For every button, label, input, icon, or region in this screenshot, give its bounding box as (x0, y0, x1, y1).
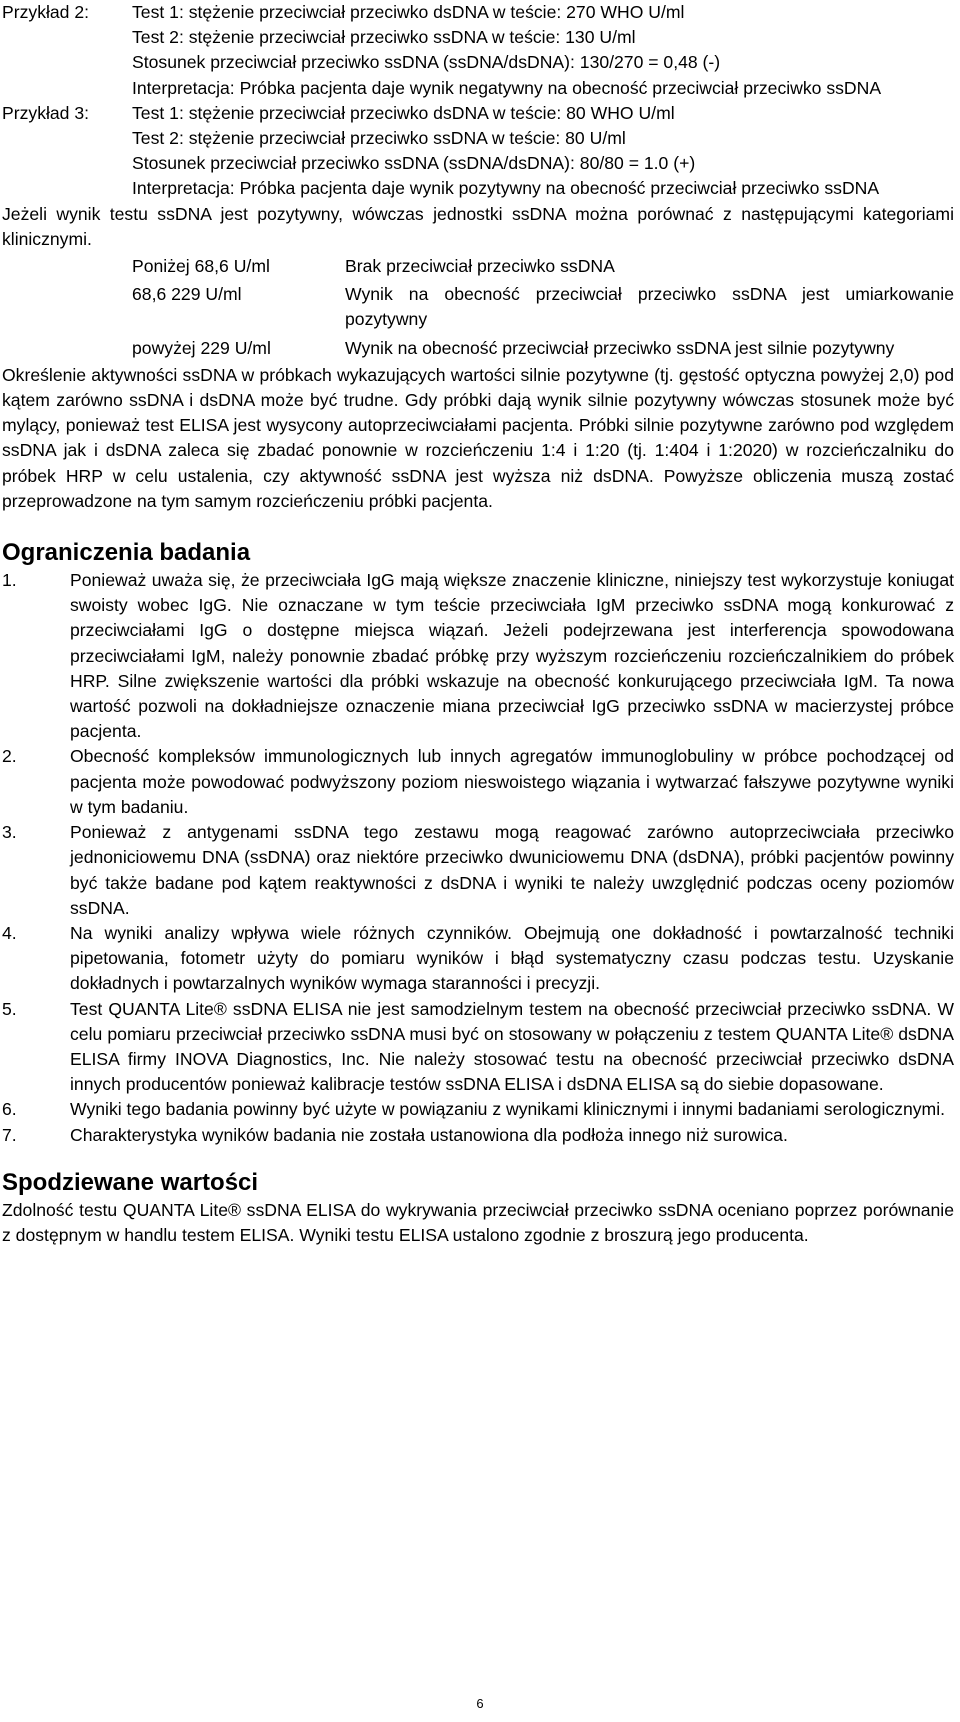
example-line: Test 1: stężenie przeciwciał przeciwko dsDNA w teście: 80 WHO U/ml (132, 102, 675, 123)
example-line: Stosunek przeciwciał przeciwko ssDNA (ssDNA/dsDNA): 80/80 = 1.0 (+) (132, 153, 696, 174)
list-number: 3. (2, 822, 17, 843)
example-line: Test 2: stężenie przeciwciał przeciwko ssDNA w teście: 130 U/ml (132, 27, 636, 48)
list-number: 6. (2, 1099, 17, 1120)
example-label: Przykład 3: (2, 102, 90, 123)
category-row (2, 282, 954, 332)
category-row (2, 254, 954, 279)
page-content (2, 0, 954, 1248)
list-number: 5. (2, 998, 17, 1019)
example-interpretation: Interpretacja: Próbka pacjenta daje wynik negatywny na obecność przeciwciał przeciwko ssDNA (132, 77, 882, 98)
list-number: 4. (2, 922, 17, 943)
list-item (2, 820, 954, 921)
categories-intro: Jeżeli wynik testu ssDNA jest pozytywny, wówczas jednostki ssDNA można porównać z następującymi kategoriami klinicznymi. (2, 203, 954, 249)
example-line: Test 1: stężenie przeciwciał przeciwko dsDNA w teście: 270 WHO U/ml (132, 2, 685, 22)
list-item-text: Ponieważ uważa się, że przeciwciała IgG mają większe znaczenie kliniczne, niniejszy test wykorzystuje koniugat swoisty wobec IgG. Nie oznaczane w tym teście przeciwciała IgM przeciwko ssDNA mogą konkurować z przeciwciałami IgG o dostępne miejsca wiązań. Jeżeli podejrzewana jest interferencja spowodowana przeciwciałami IgM, należy ponownie zbadać próbkę przy wyższym rozcieńczeniu rozcieńczalnikiem do próbek HRP. Silne zwiększenie wartości dla próbki wskazuje na obecność konkurującego przeciwciała IgM. Ta nowa wartość pozwoli na dokładniejsze oznaczenie miana przeciwciał IgG przeciwko ssDNA w macierzystej próbce pacjenta. (70, 570, 954, 742)
limitations-list (2, 568, 954, 1148)
category-range: powyżej 229 U/ml (132, 337, 271, 358)
example-line: Test 2: stężenie przeciwciał przeciwko ssDNA w teście: 80 U/ml (132, 128, 626, 149)
example-label: Przykład 2: (2, 2, 90, 22)
list-item (2, 1097, 954, 1122)
example-block (2, 0, 954, 101)
expected-values-heading: Spodziewane wartości (2, 1168, 259, 1196)
expected-values-text: Zdolność testu QUANTA Lite® ssDNA ELISA do wykrywania przeciwciał przeciwko ssDNA oceniano poprzez porównanie z dostępnym w handlu testem ELISA. Wyniki testu ELISA ustalono zgodnie z broszurą jego producenta. (2, 1199, 954, 1245)
limitations-heading: Ograniczenia badania (2, 539, 251, 567)
list-item (2, 744, 954, 820)
example-block (2, 101, 954, 202)
list-item-text: Charakterystyka wyników badania nie została ustanowiona dla podłoża innego niż surowica. (70, 1124, 788, 1145)
category-meaning: Wynik na obecność przeciwciał przeciwko ssDNA jest umiarkowanie pozytywny (345, 284, 954, 330)
list-item (2, 1123, 954, 1148)
example-line: Stosunek przeciwciał przeciwko ssDNA (ssDNA/dsDNA): 130/270 = 0,48 (-) (132, 52, 721, 73)
list-number: 1. (2, 570, 17, 591)
list-item-text: Test QUANTA Lite® ssDNA ELISA nie jest samodzielnym testem na obecność przeciwciał przeciwko ssDNA. W celu pomiaru przeciwciał przeciwko ssDNA musi być on stosowany w połączeniu z testem QUANTA Lite® dsDNA ELISA firmy INOVA Diagnostics, Inc. Nie należy stosować testu na obecność przeciwciał przeciwko dsDNA innych producentów ponieważ kalibracje testów ssDNA ELISA i dsDNA ELISA są do siebie dopasowane. (70, 998, 954, 1095)
list-item-text: Obecność kompleksów immunologicznych lub innych agregatów immunoglobuliny w próbce pochodzącej od pacjenta może powodować podwyższony poziom nieswoistego wiązania i wytwarzać fałszywe pozytywne wyniki w tym badaniu. (70, 746, 954, 817)
list-item (2, 997, 954, 1098)
list-item-text: Ponieważ z antygenami ssDNA tego zestawu mogą reagować zarówno autoprzeciwciała przeciwko jednoniciowemu DNA (ssDNA) oraz niektóre przeciwko dwuniciowemu DNA (dsDNA), próbki pacjentów powinny być także badane pod kątem reaktywności z dsDNA i wyniki te należy uwzględnić podczas oceny poziomów ssDNA. (70, 822, 954, 918)
list-item (2, 921, 954, 997)
category-range: 68,6 229 U/ml (132, 284, 242, 305)
list-item (2, 568, 954, 744)
activity-paragraph: Określenie aktywności ssDNA w próbkach wykazujących wartości silnie pozytywne (tj. gęstość optyczna powyżej 2,0) pod kątem zarówno ssDNA i dsDNA może być trudne. Gdy próbki dają wynik silnie pozytywny wówczas stosunek może być mylący, ponieważ test ELISA jest wysycony autoprzeciwciałami pacjenta. Próbki silnie pozytywne zarówno pod względem ssDNA jak i dsDNA zaleca się zbadać ponownie w rozcieńczeniu 1:4 i 1:20 (tj. 1:404 i 1:2020) w rozcieńczalniku do próbek HRP w celu ustalenia, czy aktywność ssDNA jest wyższa niż dsDNA. Powyższe obliczenia muszą zostać przeprowadzone na tym samym rozcieńczeniu próbki pacjenta. (2, 364, 954, 511)
list-number: 2. (2, 746, 17, 767)
category-row (2, 336, 954, 361)
list-item-text: Na wyniki analizy wpływa wiele różnych czynników. Obejmują one dokładność i powtarzalność techniki pipetowania, fotometr użyty do pomiaru wyników i błąd systematyczny czasu podczas testu. Uzyskanie dokładnych i powtarzalnych wyników wymaga staranności i precyzji. (70, 922, 954, 994)
category-range: Poniżej 68,6 U/ml (132, 256, 270, 277)
category-meaning: Brak przeciwciał przeciwko ssDNA (345, 256, 615, 277)
page-number: 6 (476, 1696, 484, 1711)
category-meaning: Wynik na obecność przeciwciał przeciwko ssDNA jest silnie pozytywny (345, 337, 895, 358)
example-interpretation: Interpretacja: Próbka pacjenta daje wynik pozytywny na obecność przeciwciał przeciwko ssDNA (132, 178, 880, 199)
categories-table (2, 254, 954, 361)
list-item-text: Wyniki tego badania powinny być użyte w powiązaniu z wynikami klinicznymi i innymi badaniami serologicznymi. (70, 1099, 946, 1120)
list-number: 7. (2, 1124, 17, 1145)
